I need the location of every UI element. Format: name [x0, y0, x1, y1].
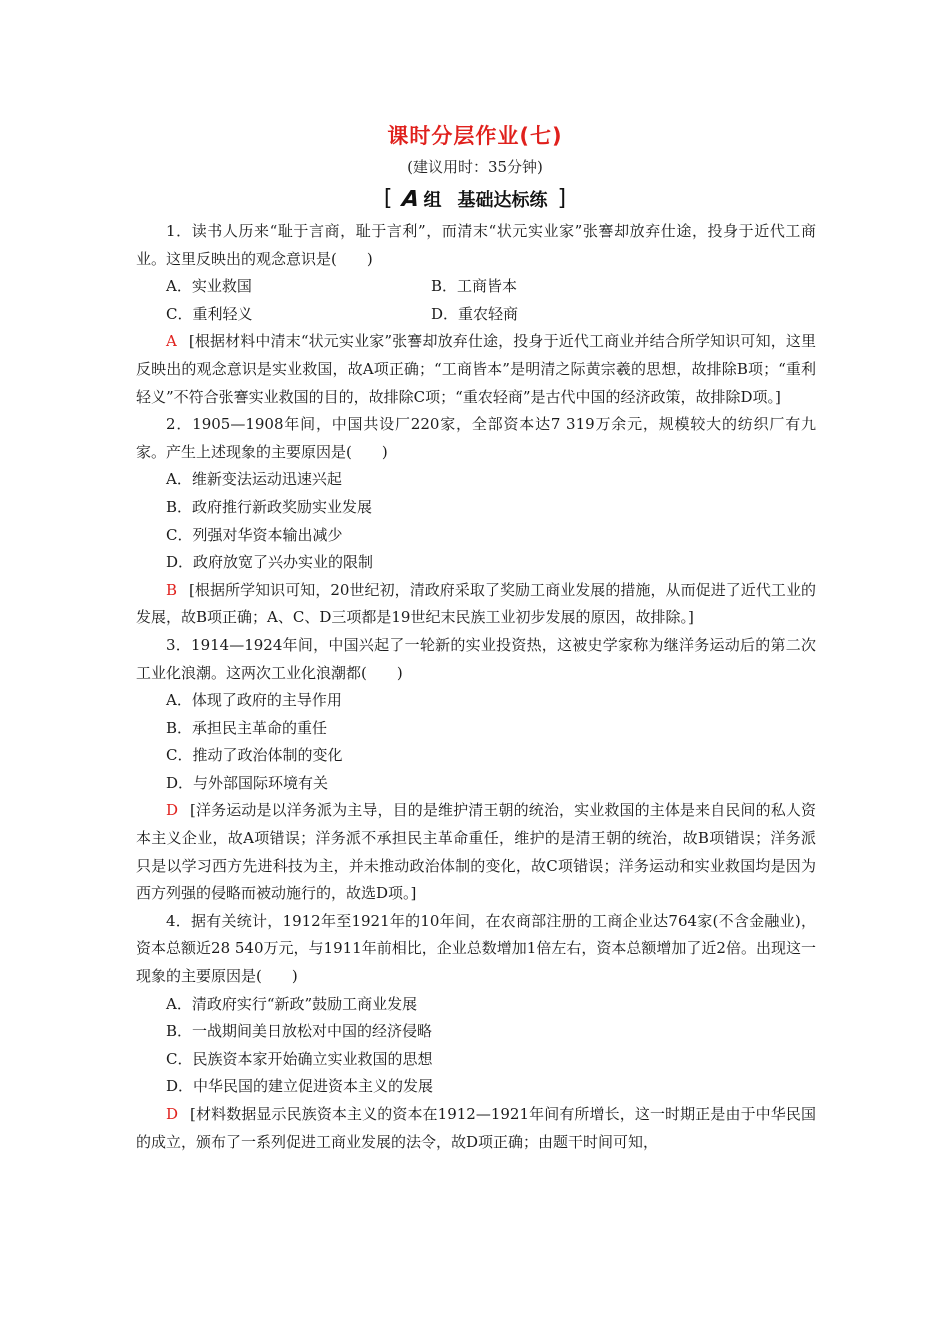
question-4 — [136, 908, 816, 1156]
answer-letter: D — [166, 1105, 179, 1123]
option-a: A．体现了政府的主导作用 — [166, 691, 342, 710]
section-letter: A — [401, 186, 421, 212]
question-1 — [136, 218, 816, 411]
options-row — [136, 301, 816, 329]
question-list — [136, 218, 816, 1156]
option-b: B．工商皆本 — [431, 277, 518, 296]
section-name: 基础达标练 — [457, 190, 548, 211]
option-b: B．一战期间美日放松对中国的经济侵略 — [166, 1022, 433, 1041]
answer-explanation — [136, 797, 816, 907]
explanation-text: [根据材料中清末“状元实业家”张謇却放弃仕途，投身于近代工商业并结合所学知识可知，这里反映出的观念意识是实业救国，故A项正确；“工商皆本”是明清之际黄宗羲的思想，故排除B项；“重利轻义”不符合张謇实业救国的目的，故排除C项；“重农轻商”是古代中国的经济政策，故排除D项。] — [136, 332, 816, 406]
explanation-text: [材料数据显示民族资本主义的资本在1912—1921年间有所增长，这一时期正是由于中华民国的成立，颁布了一系列促进工商业发展的法令，故D项正确；由题干时间可知， — [136, 1105, 816, 1151]
option-a: A．实业救国 — [166, 277, 252, 296]
option-c: C．推动了政治体制的变化 — [166, 746, 343, 765]
option-c: C．民族资本家开始确立实业救国的思想 — [166, 1049, 433, 1068]
left-bracket: [ — [383, 186, 393, 211]
option-d: D．重农轻商 — [431, 304, 519, 323]
answer-letter: A — [166, 332, 177, 351]
answer-explanation — [136, 1101, 816, 1156]
answer-letter: D — [166, 801, 179, 820]
question-stem: 1．读书人历来“耻于言商，耻于言利”，而清末“状元实业家”张謇却放弃仕途，投身于近代工商业。这里反映出的观念意识是( ) — [136, 222, 816, 268]
question-stem: 2．1905—1908年间，中国共设厂220家，全部资本达7 319万余元，规模较大的纺织厂有九家。产生上述现象的主要原因是( ) — [136, 415, 816, 461]
option-d: D．中华民国的建立促进资本主义的发展 — [166, 1077, 434, 1096]
answer-explanation — [136, 328, 816, 411]
answer-explanation — [136, 577, 816, 632]
section-group-label: 组 — [423, 190, 442, 211]
option-b: B．承担民主革命的重任 — [166, 718, 328, 737]
section-heading — [0, 186, 950, 212]
option-c: C．列强对华资本输出减少 — [166, 525, 343, 544]
option-a: A．维新变法运动迅速兴起 — [166, 470, 342, 489]
page-title: 课时分层作业(七) — [387, 124, 563, 148]
question-2 — [136, 411, 816, 632]
explanation-text: [洋务运动是以洋务派为主导，目的是维护清王朝的统治，实业救国的主体是来自民间的私人资本主义企业，故A项错误；洋务派不承担民主革命重任，维护的是清王朝的统治，故B项错误；洋务派只是以学习西方先进科技为主，并未推动政治体制的变化，故C项错误；洋务运动和实业救国均是因为西方列强的侵略而被动施行的，故选D项。] — [136, 801, 816, 903]
option-c: C．重利轻义 — [166, 304, 253, 323]
suggested-time: (建议用时：35分钟) — [407, 158, 543, 176]
answer-letter: B — [166, 580, 178, 599]
explanation-text: [根据所学知识可知，20世纪初，清政府采取了奖励工商业发展的措施，从而促进了近代工业的发展，故B项正确；A、C、D三项都是19世纪末民族工业初步发展的原因，故排除。] — [136, 580, 816, 627]
option-a: A．清政府实行“新政”鼓励工商业发展 — [166, 994, 418, 1013]
option-d: D．政府放宽了兴办实业的限制 — [166, 553, 374, 572]
question-stem: 3．1914—1924年间，中国兴起了一轮新的实业投资热，这被史学家称为继洋务运动后的第二次工业化浪潮。这两次工业化浪潮都( ) — [136, 635, 816, 682]
option-b: B．政府推行新政奖励实业发展 — [166, 497, 373, 516]
question-3 — [136, 632, 816, 908]
right-bracket: ] — [557, 186, 567, 211]
question-stem: 4．据有关统计，1912年至1921年的10年间，在农商部注册的工商企业达764家(不含金融业)，资本总额近28 540万元，与1911年前相比，企业总数增加1倍左右，资本总额增加了近2倍。出现这一现象的主要原因是( ) — [136, 911, 816, 986]
options-row — [136, 273, 816, 301]
option-d: D．与外部国际环境有关 — [166, 773, 329, 792]
